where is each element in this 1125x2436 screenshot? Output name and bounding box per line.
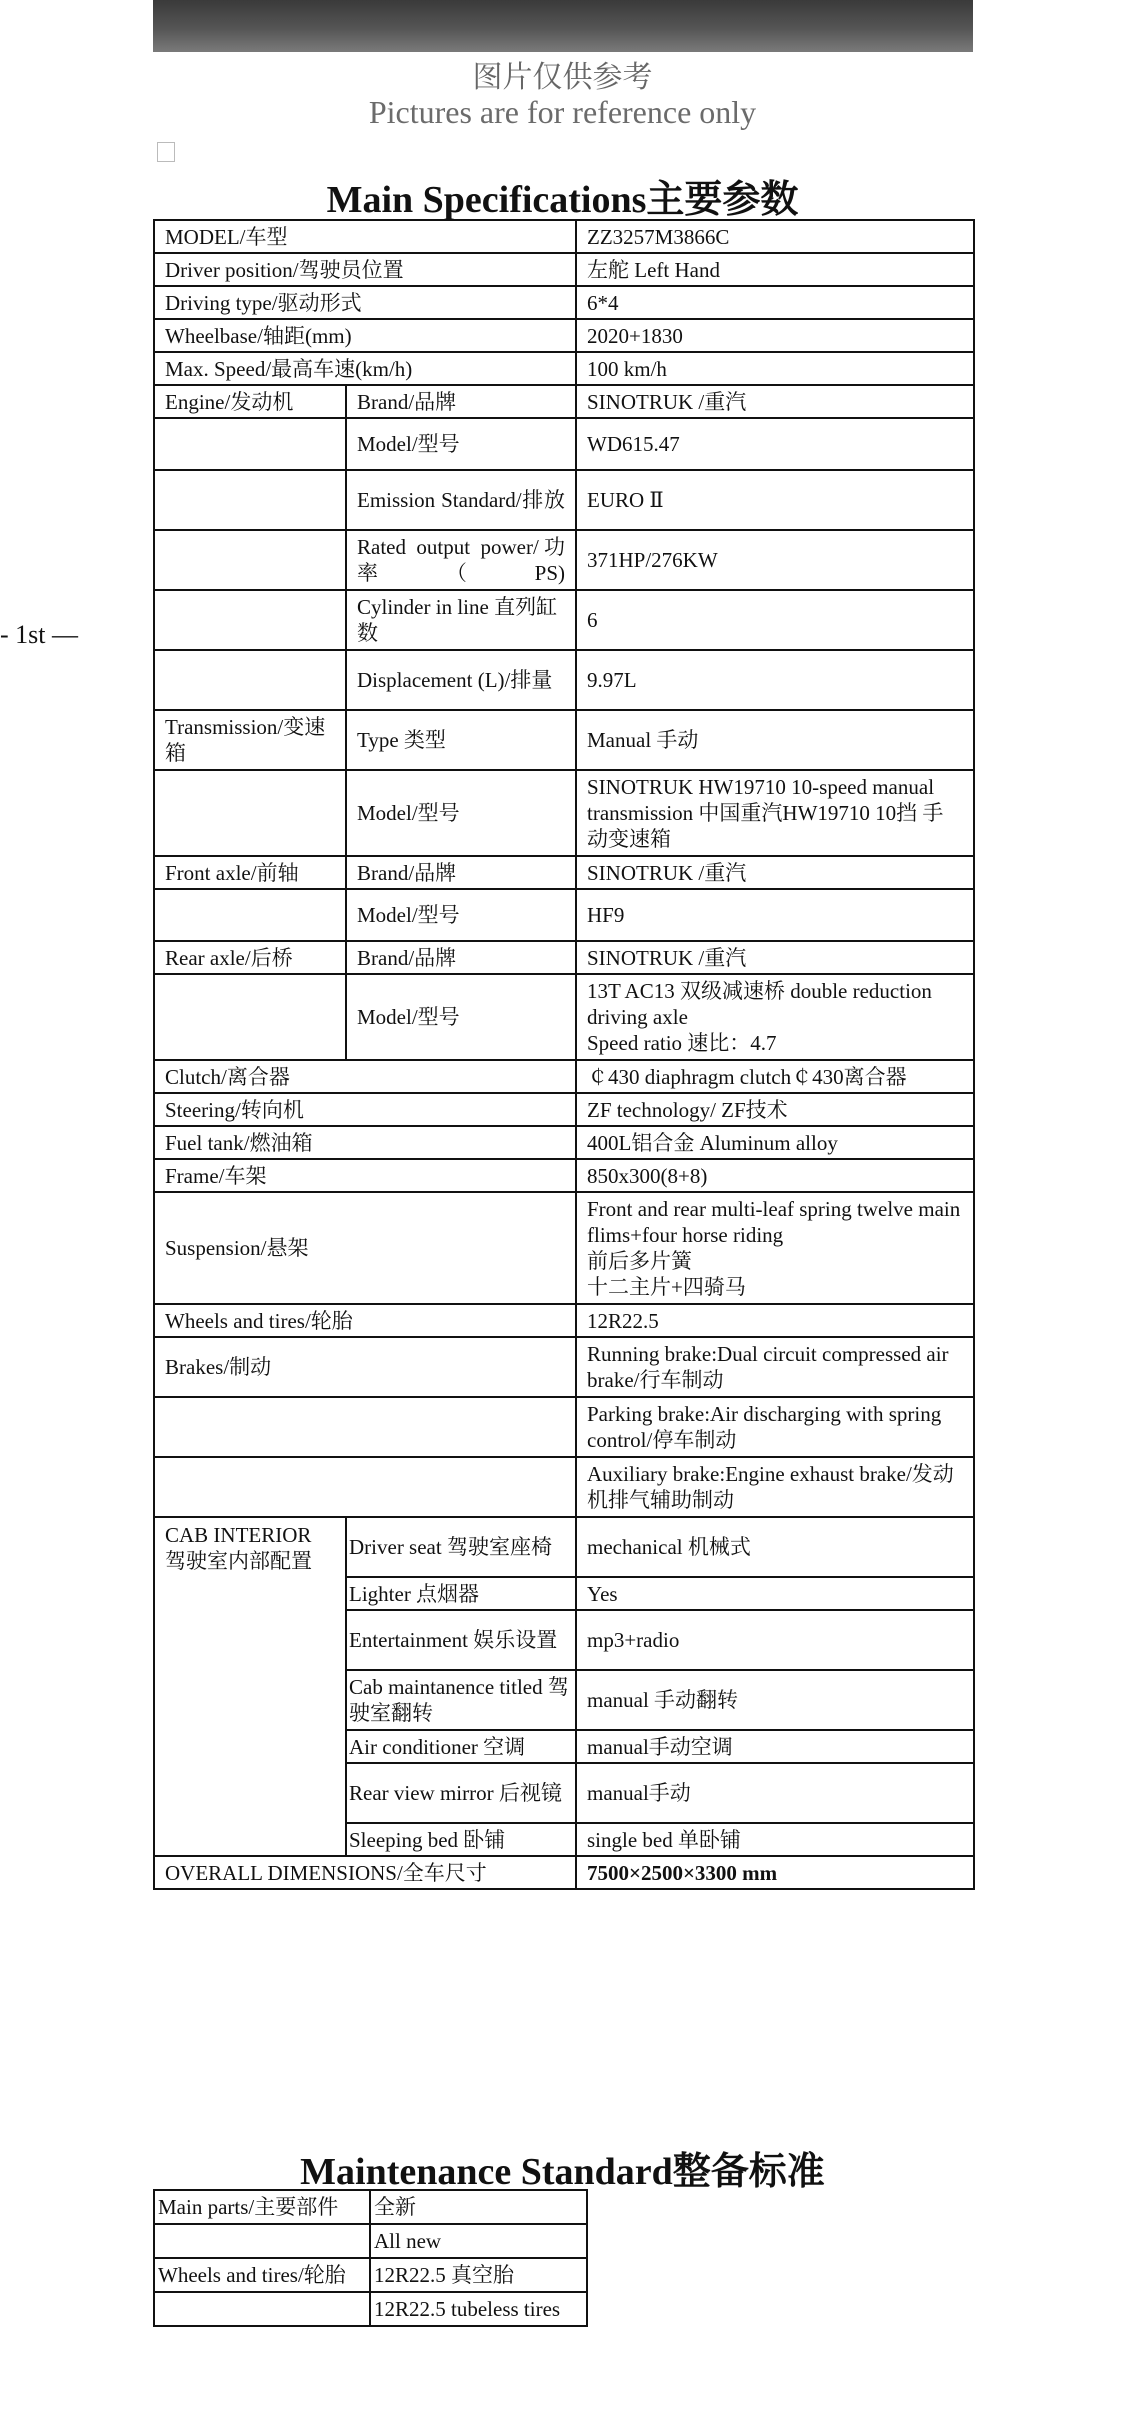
table-row xyxy=(154,1457,974,1517)
specifications-table xyxy=(153,219,975,1890)
table-row xyxy=(154,770,974,856)
spec-label: Wheels and tires/轮胎 xyxy=(154,1304,576,1337)
group-label: Engine/发动机 xyxy=(154,385,346,418)
maint-label: Wheels and tires/轮胎 xyxy=(154,2258,370,2292)
spec-label: Rated output power/功率（PS) xyxy=(346,530,576,590)
speed-ratio-line: Speed ratio 速比：4.7 xyxy=(587,1031,777,1055)
suspension-line: Front and rear multi-leaf spring twelve main flims+four horse riding xyxy=(587,1197,961,1247)
spec-value: SINOTRUK /重汽 xyxy=(576,385,974,418)
table-row xyxy=(154,2258,587,2292)
specifications-title: Main Specifications主要参数 xyxy=(326,179,799,221)
spec-value: ZZ3257M3866C xyxy=(576,220,974,253)
spec-label: Model/型号 xyxy=(346,889,576,941)
spec-label: Air conditioner 空调 xyxy=(346,1730,576,1763)
spec-label: Driver position/驾驶员位置 xyxy=(154,253,576,286)
spec-label: Model/型号 xyxy=(346,974,576,1060)
spec-value: 9.97L xyxy=(576,650,974,710)
spec-label: Frame/车架 xyxy=(154,1159,576,1192)
spec-value: Running brake:Dual circuit compressed air brake/行车制动 xyxy=(576,1337,974,1397)
truck-photo-strip xyxy=(153,0,973,52)
maint-value: 12R22.5 tubeless tires xyxy=(370,2292,587,2326)
table-row xyxy=(154,385,974,418)
spec-value: Manual 手动 xyxy=(576,710,974,770)
side-marker: - 1st — xyxy=(0,620,78,649)
spec-label: Wheelbase/轴距(mm) xyxy=(154,319,576,352)
spec-label: Clutch/离合器 xyxy=(154,1060,576,1093)
spec-label: Rear view mirror 后视镜 xyxy=(346,1763,576,1823)
group-label: Transmission/变速箱 xyxy=(154,710,346,770)
spec-value: Auxiliary brake:Engine exhaust brake/发动机排气辅助制动 xyxy=(576,1457,974,1517)
spec-value xyxy=(576,1192,974,1304)
spec-label: OVERALL DIMENSIONS/全车尺寸 xyxy=(154,1856,576,1889)
table-row xyxy=(154,1856,974,1889)
group-label: Front axle/前轴 xyxy=(154,856,346,889)
spec-label: Cab maintanence titled 驾驶室翻转 xyxy=(346,1670,576,1730)
spec-label: Brakes/制动 xyxy=(154,1337,576,1397)
spec-label: Entertainment 娱乐设置 xyxy=(346,1610,576,1670)
table-row xyxy=(154,1159,974,1192)
spec-value: single bed 单卧铺 xyxy=(576,1823,974,1856)
maintenance-title: Maintenance Standard整备标准 xyxy=(300,2151,825,2193)
spec-value: ZF technology/ ZF技术 xyxy=(576,1093,974,1126)
suspension-line: 十二主片+四骑马 xyxy=(587,1275,746,1299)
spec-label: Model/型号 xyxy=(346,770,576,856)
placeholder-box xyxy=(157,142,175,162)
spec-label: Model/型号 xyxy=(346,418,576,470)
table-row xyxy=(154,1337,974,1397)
table-row xyxy=(154,1192,974,1304)
spec-value: SINOTRUK /重汽 xyxy=(576,941,974,974)
spec-value: Yes xyxy=(576,1577,974,1610)
maint-label: Main parts/主要部件 xyxy=(154,2190,370,2224)
spec-label: Lighter 点烟器 xyxy=(346,1577,576,1610)
spec-value: SINOTRUK HW19710 10-speed manual transmission 中国重汽HW19710 10挡 手动变速箱 xyxy=(576,770,974,856)
table-row xyxy=(154,530,974,590)
spec-value: HF9 xyxy=(576,889,974,941)
photo-caption-cn: 图片仅供参考 xyxy=(472,60,653,95)
spec-value: EURO Ⅱ xyxy=(576,470,974,530)
rear-axle-model-line: 13T AC13 双级减速桥 double reduction driving axle xyxy=(587,979,932,1029)
table-row xyxy=(154,889,974,941)
spec-label: Brand/品牌 xyxy=(346,856,576,889)
maint-value: 全新 xyxy=(370,2190,587,2224)
table-row xyxy=(154,1126,974,1159)
table-row xyxy=(154,1304,974,1337)
spec-label: Brand/品牌 xyxy=(346,385,576,418)
spec-value: 6 xyxy=(576,590,974,650)
table-row xyxy=(154,856,974,889)
spec-label: Brand/品牌 xyxy=(346,941,576,974)
spec-value: 左舵 Left Hand xyxy=(576,253,974,286)
table-row xyxy=(154,2292,587,2326)
spec-label: Suspension/悬架 xyxy=(154,1192,576,1304)
maint-value: 12R22.5 真空胎 xyxy=(370,2258,587,2292)
table-row xyxy=(154,941,974,974)
spec-value: 850x300(8+8) xyxy=(576,1159,974,1192)
spec-label: Fuel tank/燃油箱 xyxy=(154,1126,576,1159)
table-row xyxy=(154,220,974,253)
spec-label: Displacement (L)/排量 xyxy=(346,650,576,710)
spec-value: 2020+1830 xyxy=(576,319,974,352)
table-row xyxy=(154,319,974,352)
spec-label: Sleeping bed 卧铺 xyxy=(346,1823,576,1856)
table-row xyxy=(154,710,974,770)
spec-value: mechanical 机械式 xyxy=(576,1517,974,1577)
spec-label: Cylinder in line 直列缸数 xyxy=(346,590,576,650)
table-row xyxy=(154,1397,974,1457)
spec-value: WD615.47 xyxy=(576,418,974,470)
group-label: Rear axle/后桥 xyxy=(154,941,346,974)
table-row xyxy=(154,470,974,530)
group-label: CAB INTERIOR 驾驶室内部配置 xyxy=(154,1517,346,1856)
table-row xyxy=(154,418,974,470)
spec-value: 12R22.5 xyxy=(576,1304,974,1337)
table-row xyxy=(154,1060,974,1093)
table-row xyxy=(154,650,974,710)
table-row xyxy=(154,352,974,385)
spec-value: manual 手动翻转 xyxy=(576,1670,974,1730)
spec-value: 7500×2500×3300 mm xyxy=(576,1856,974,1889)
table-row xyxy=(154,2224,587,2258)
spec-value: 400L铝合金 Aluminum alloy xyxy=(576,1126,974,1159)
spec-value: manual手动 xyxy=(576,1763,974,1823)
photo-caption-en: Pictures are for reference only xyxy=(368,94,757,130)
table-row xyxy=(154,1517,974,1577)
table-row xyxy=(154,974,974,1060)
spec-value: manual手动空调 xyxy=(576,1730,974,1763)
spec-label: Emission Standard/排放 xyxy=(346,470,576,530)
spec-label: MODEL/车型 xyxy=(154,220,576,253)
spec-value: ￠430 diaphragm clutch￠430离合器 xyxy=(576,1060,974,1093)
maintenance-table xyxy=(153,2189,588,2327)
table-row xyxy=(154,2190,587,2224)
spec-label: Max. Speed/最高车速(km/h) xyxy=(154,352,576,385)
maint-value: All new xyxy=(370,2224,587,2258)
spec-value: 6*4 xyxy=(576,286,974,319)
table-row xyxy=(154,253,974,286)
table-row xyxy=(154,286,974,319)
suspension-line: 前后多片簧 xyxy=(587,1249,692,1273)
spec-value: Parking brake:Air discharging with spring control/停车制动 xyxy=(576,1397,974,1457)
spec-value: 371HP/276KW xyxy=(576,530,974,590)
spec-label: Driver seat 驾驶室座椅 xyxy=(346,1517,576,1577)
spec-value: 100 km/h xyxy=(576,352,974,385)
spec-value: mp3+radio xyxy=(576,1610,974,1670)
spec-value xyxy=(576,974,974,1060)
spec-label: Type 类型 xyxy=(346,710,576,770)
table-row xyxy=(154,1093,974,1126)
spec-label: Steering/转向机 xyxy=(154,1093,576,1126)
table-row xyxy=(154,590,974,650)
spec-value: SINOTRUK /重汽 xyxy=(576,856,974,889)
spec-label: Driving type/驱动形式 xyxy=(154,286,576,319)
